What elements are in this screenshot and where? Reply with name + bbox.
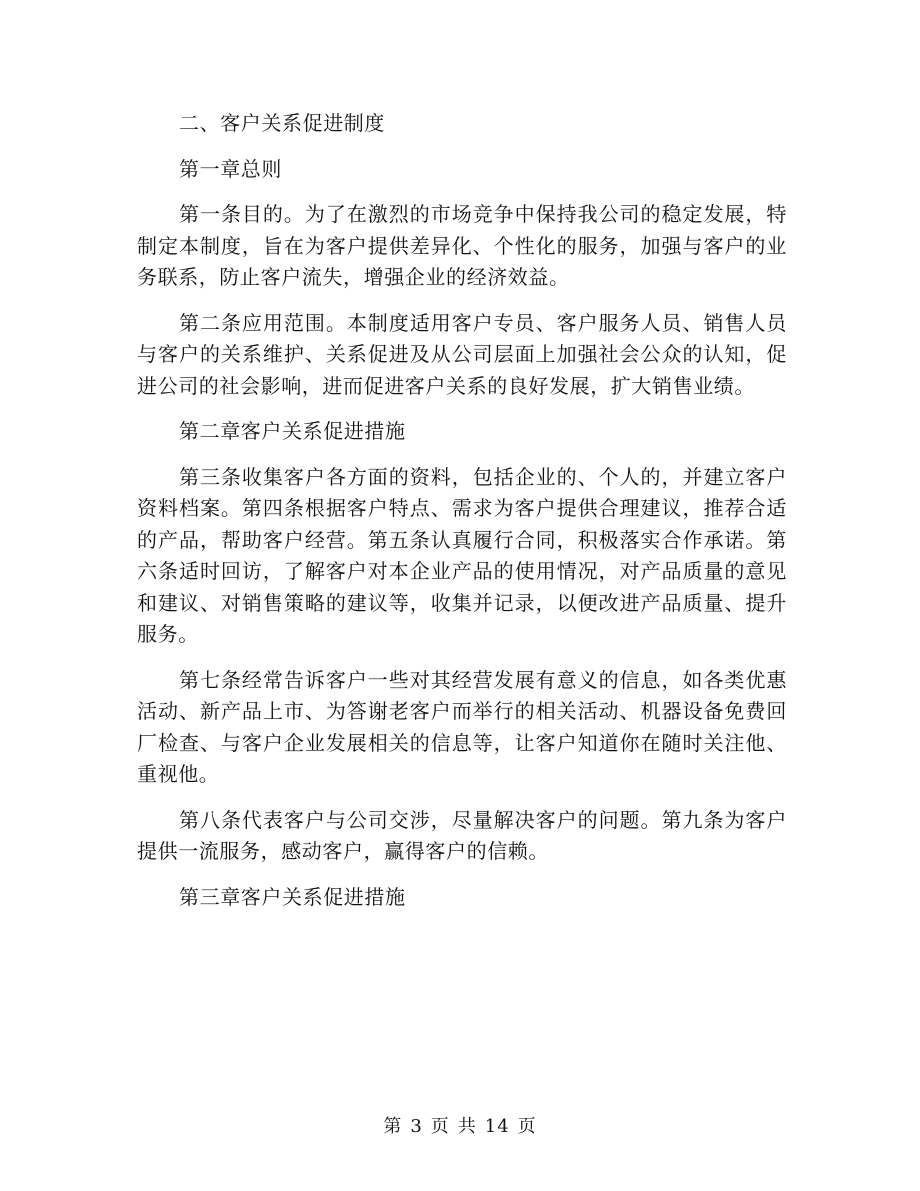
- section-heading: 二、客户关系促进制度: [179, 111, 385, 135]
- chapter-heading: 第一章总则: [179, 156, 282, 181]
- article-paragraph: 第七条经常告诉客户一些对其经营发展有意义的信息，如各类优惠活动、新产品上市、为答谢老客户而举行的相关活动、机器设备免费回厂检查、与客户企业发展相关的信息等，让客户知道你在随时关注他、重视他。: [137, 667, 787, 786]
- article-paragraph: 第八条代表客户与公司交涉，尽量解决客户的问题。第九条为客户提供一流服务，感动客户，赢得客户的信赖。: [137, 807, 787, 863]
- page-footer: [0, 1112, 920, 1138]
- page-word: 页: [430, 1116, 450, 1137]
- article-paragraph: 第二条应用范围。本制度适用客户专员、客户服务人员、销售人员与客户的关系维护、关系促进及从公司层面上加强社会公众的认知，促进公司的社会影响，进而促进客户关系的良好发展，扩大销售业绩。: [137, 310, 787, 398]
- current-page-number: 3: [410, 1116, 423, 1137]
- chapter-heading: 第二章客户关系促进措施: [179, 419, 406, 443]
- document-body: [137, 108, 787, 927]
- chapter-heading: 第三章客户关系促进措施: [179, 884, 406, 909]
- total-pages-number: 14: [484, 1116, 510, 1137]
- page-suffix: 页: [517, 1116, 537, 1137]
- article-paragraph: 第三条收集客户各方面的资料，包括企业的、个人的，并建立客户资料档案。第四条根据客户特点、需求为客户提供合理建议，推荐合适的产品，帮助客户经营。第五条认真履行合同，积极落实合作承诺。第六条适时回访，了解客户对本企业产品的使用情况，对产品质量的意见和建议、对销售策略的建议等，收集并记录，以便改进产品质量、提升服务。: [137, 464, 787, 646]
- total-word: 共: [457, 1116, 477, 1137]
- article-paragraph: 第一条目的。为了在激烈的市场竞争中保持我公司的稳定发展，特制定本制度，旨在为客户提供差异化、个性化的服务，加强与客户的业务联系，防止客户流失，增强企业的经济效益。: [137, 202, 787, 289]
- page-prefix: 第: [383, 1116, 403, 1137]
